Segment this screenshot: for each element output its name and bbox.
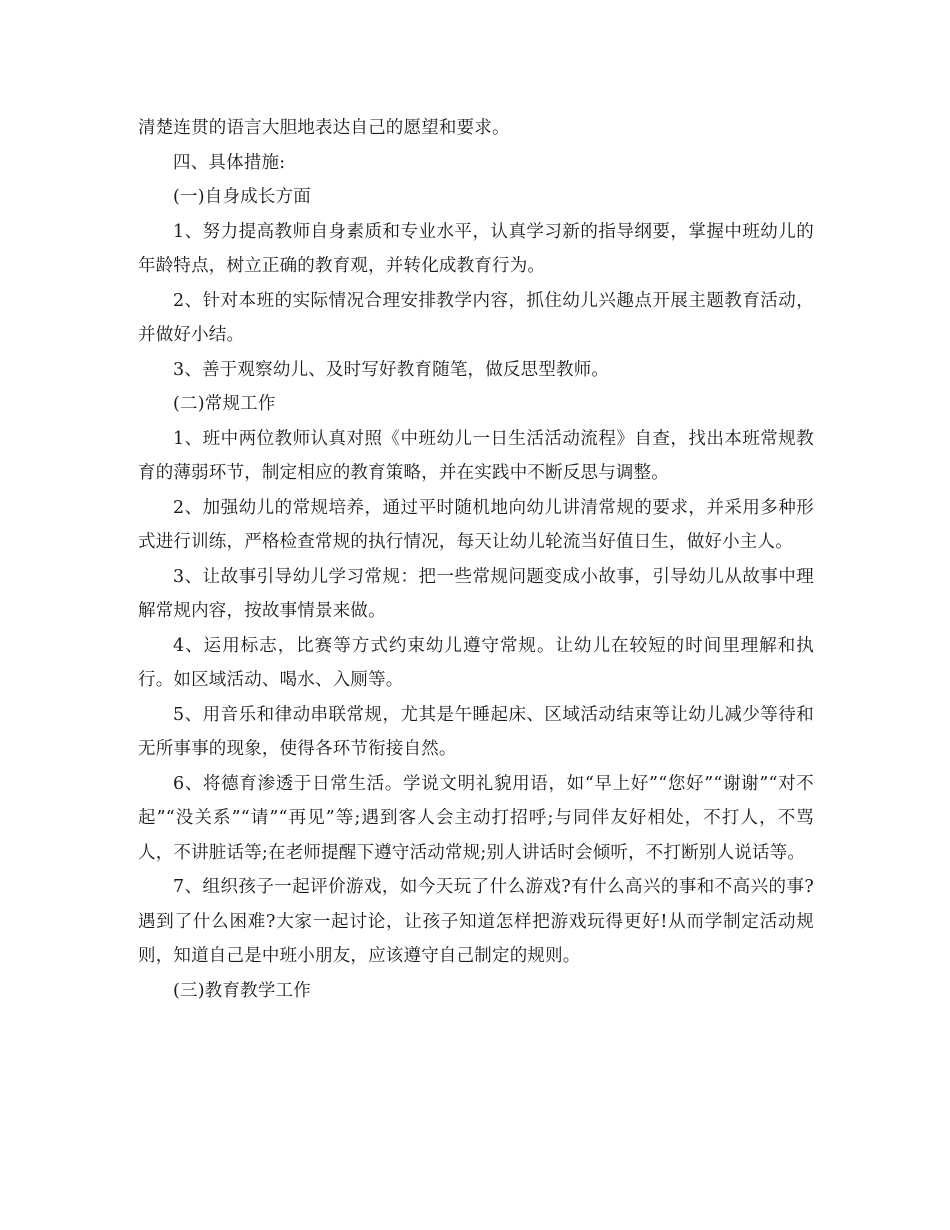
list-item: 1、班中两位教师认真对照《中班幼儿一日生活活动流程》自查，找出本班常规教育的薄弱环节，制定相应的教育策略，并在实践中不断反思与调整。 <box>138 428 814 483</box>
list-item: 7、组织孩子一起评价游戏，如今天玩了什么游戏?有什么高兴的事和不高兴的事?遇到了什么困难?大家一起讨论，让孩子知道怎样把游戏玩得更好!从而学制定活动规则，知道自己是中班小朋友，应该遵守自己制定的规则。 <box>138 877 814 966</box>
list-item: 3、让故事引导幼儿学习常规：把一些常规问题变成小故事，引导幼儿从故事中理解常规内容，按故事情景来做。 <box>138 566 814 621</box>
list-item: 2、针对本班的实际情况合理安排教学内容，抓住幼儿兴趣点开展主题教育活动，并做好小结。 <box>138 290 814 345</box>
list-item: 1、努力提高教师自身素质和专业水平，认真学习新的指导纲要，掌握中班幼儿的年龄特点，树立正确的教育观，并转化成教育行为。 <box>138 221 814 276</box>
section-heading: 四、具体措施: <box>173 152 286 173</box>
list-item: 3、善于观察幼儿、及时写好教育随笔，做反思型教师。 <box>173 359 610 380</box>
subsection-heading: (二)常规工作 <box>173 394 276 414</box>
subsection-heading: (一)自身成长方面 <box>173 187 311 207</box>
list-item: 6、将德育渗透于日常生活。学说文明礼貌用语，如“早上好”“您好”“谢谢”“对不起”“没关系”“请”“再见”等;遇到客人会主动打招呼;与同伴友好相处，不打人，不骂人，不讲脏话等;在老师提醒下遵守活动常规;别人讲话时会倾听，不打断别人说话等。 <box>138 773 814 863</box>
list-item: 5、用音乐和律动串联常规，尤其是午睡起床、区域活动结束等让幼儿减少等待和无所事事的现象，使得各环节衔接自然。 <box>138 704 814 759</box>
list-item: 2、加强幼儿的常规培养，通过平时随机地向幼儿讲清常规的要求，并采用多种形式进行训练，严格检查常规的执行情况，每天让幼儿轮流当好值日生，做好小主人。 <box>138 497 814 552</box>
document-body <box>138 111 814 1008</box>
list-item: 4、运用标志，比赛等方式约束幼儿遵守常规。让幼儿在较短的时间里理解和执行。如区域活动、喝水、入厕等。 <box>138 635 814 690</box>
subsection-heading: (三)教育教学工作 <box>173 980 311 1001</box>
paragraph: 清楚连贯的语言大胆地表达自己的愿望和要求。 <box>138 118 510 138</box>
